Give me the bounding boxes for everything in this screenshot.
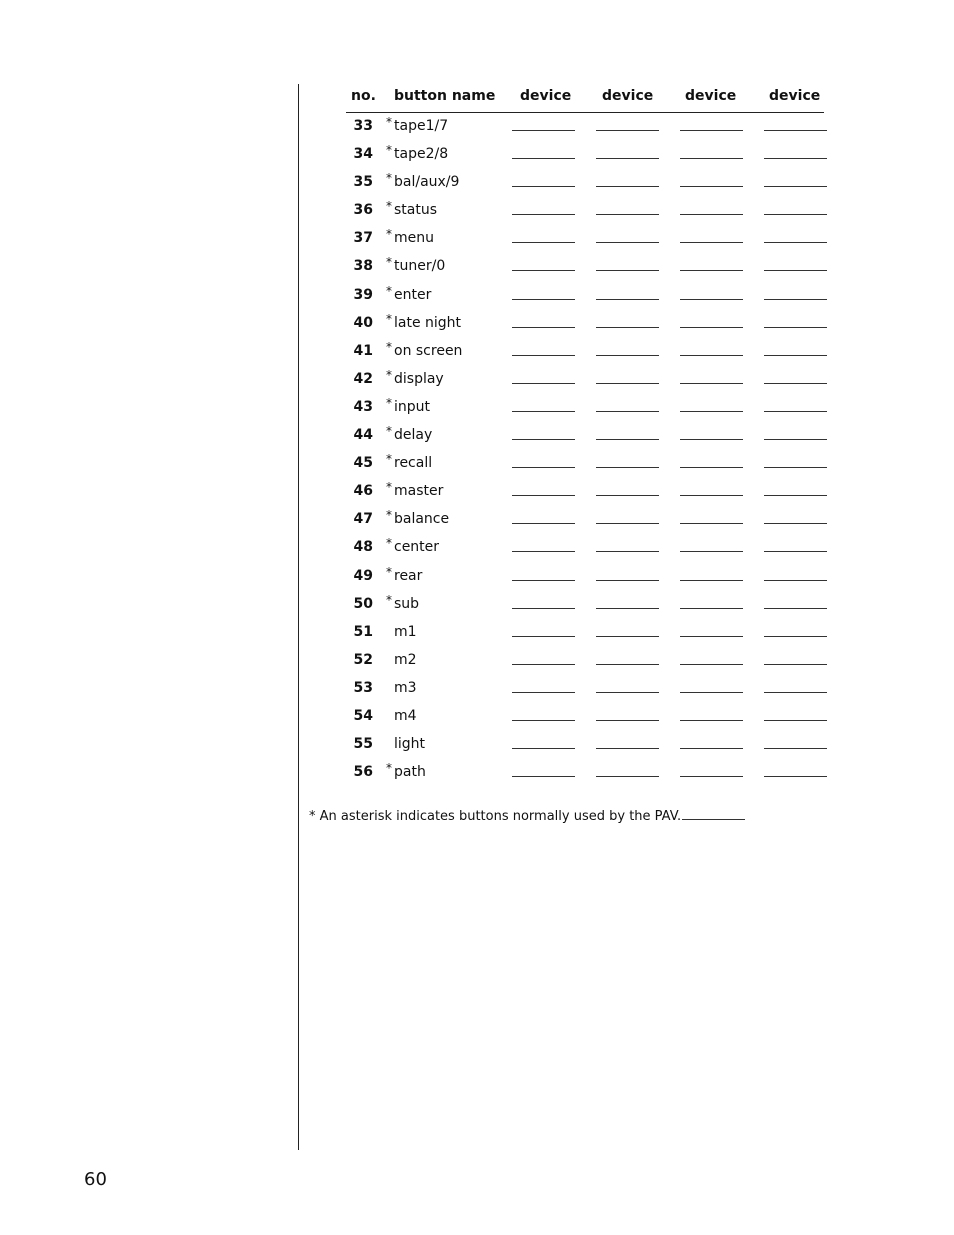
device-2-blank-line[interactable] bbox=[596, 383, 659, 384]
device-2-blank-line[interactable] bbox=[596, 299, 659, 300]
footnote-blank-line bbox=[682, 818, 745, 820]
device-4-blank-line[interactable] bbox=[764, 720, 827, 721]
asterisk-marker: * bbox=[386, 592, 392, 607]
button-name: bal/aux/9 bbox=[394, 174, 460, 191]
device-1-blank-line[interactable] bbox=[512, 214, 575, 215]
device-3-blank-line[interactable] bbox=[680, 242, 743, 243]
device-4-blank-line[interactable] bbox=[764, 299, 827, 300]
table-row bbox=[346, 759, 828, 787]
table-row bbox=[346, 422, 828, 450]
button-name: sub bbox=[394, 595, 420, 612]
button-name: status bbox=[394, 202, 438, 219]
row-number: 54 bbox=[353, 707, 373, 724]
table-row bbox=[346, 506, 828, 534]
table-row bbox=[346, 141, 828, 169]
device-3-blank-line[interactable] bbox=[680, 186, 743, 187]
device-4-blank-line[interactable] bbox=[764, 467, 827, 468]
device-3-blank-line[interactable] bbox=[680, 214, 743, 215]
margin-rule bbox=[298, 84, 299, 1150]
device-1-blank-line[interactable] bbox=[512, 720, 575, 721]
header-button-name: button name bbox=[394, 88, 496, 104]
device-4-blank-line[interactable] bbox=[764, 664, 827, 665]
device-1-blank-line[interactable] bbox=[512, 299, 575, 300]
table-row bbox=[346, 619, 828, 647]
device-2-blank-line[interactable] bbox=[596, 551, 659, 552]
device-3-blank-line[interactable] bbox=[680, 270, 743, 271]
device-1-blank-line[interactable] bbox=[512, 608, 575, 609]
row-number: 53 bbox=[353, 679, 373, 696]
table-row bbox=[346, 197, 828, 225]
table-row bbox=[346, 534, 828, 562]
table-row bbox=[346, 478, 828, 506]
row-number: 34 bbox=[353, 146, 373, 163]
device-2-blank-line[interactable] bbox=[596, 327, 659, 328]
device-2-blank-line[interactable] bbox=[596, 608, 659, 609]
row-number: 56 bbox=[353, 764, 373, 781]
button-name: tape2/8 bbox=[394, 146, 449, 163]
header-device-3: device bbox=[685, 88, 737, 104]
row-number: 55 bbox=[353, 736, 373, 753]
button-name: path bbox=[394, 764, 426, 781]
device-2-blank-line[interactable] bbox=[596, 439, 659, 440]
table-row bbox=[346, 675, 828, 703]
device-2-blank-line[interactable] bbox=[596, 186, 659, 187]
table-row bbox=[346, 563, 828, 591]
device-4-blank-line[interactable] bbox=[764, 186, 827, 187]
device-2-blank-line[interactable] bbox=[596, 636, 659, 637]
table-row bbox=[346, 169, 828, 197]
device-3-blank-line[interactable] bbox=[680, 608, 743, 609]
table-row bbox=[346, 703, 828, 731]
asterisk-marker: * bbox=[386, 564, 392, 579]
row-number: 33 bbox=[353, 118, 373, 134]
device-1-blank-line[interactable] bbox=[512, 776, 575, 777]
device-2-blank-line[interactable] bbox=[596, 748, 659, 749]
asterisk-marker: * bbox=[386, 536, 392, 551]
header-device-4: device bbox=[769, 88, 821, 104]
button-name: balance bbox=[394, 511, 450, 528]
button-name: m3 bbox=[394, 679, 417, 696]
device-3-blank-line[interactable] bbox=[680, 692, 743, 693]
table-row bbox=[346, 310, 828, 338]
button-name: rear bbox=[394, 567, 423, 584]
device-3-blank-line[interactable] bbox=[680, 355, 743, 356]
button-table bbox=[346, 84, 828, 787]
device-1-blank-line[interactable] bbox=[512, 355, 575, 356]
device-2-blank-line[interactable] bbox=[596, 242, 659, 243]
device-4-blank-line[interactable] bbox=[764, 776, 827, 777]
device-4-blank-line[interactable] bbox=[764, 636, 827, 637]
row-number: 39 bbox=[353, 286, 373, 303]
header-device-2: device bbox=[602, 88, 654, 104]
asterisk-marker: * bbox=[386, 199, 392, 214]
device-2-blank-line[interactable] bbox=[596, 495, 659, 496]
device-3-blank-line[interactable] bbox=[680, 130, 743, 131]
row-number: 40 bbox=[353, 314, 373, 331]
table-row bbox=[346, 338, 828, 366]
button-name: recall bbox=[394, 455, 433, 472]
header-no: no. bbox=[351, 88, 376, 104]
button-name: menu bbox=[394, 230, 434, 247]
device-4-blank-line[interactable] bbox=[764, 608, 827, 609]
table-header bbox=[346, 84, 824, 113]
asterisk-marker: * bbox=[386, 424, 392, 439]
row-number: 47 bbox=[353, 511, 373, 528]
device-3-blank-line[interactable] bbox=[680, 551, 743, 552]
device-3-blank-line[interactable] bbox=[680, 495, 743, 496]
row-number: 42 bbox=[353, 370, 373, 387]
device-1-blank-line[interactable] bbox=[512, 242, 575, 243]
device-2-blank-line[interactable] bbox=[596, 720, 659, 721]
header-device-1: device bbox=[520, 88, 572, 104]
device-3-blank-line[interactable] bbox=[680, 439, 743, 440]
row-number: 48 bbox=[353, 539, 373, 556]
device-1-blank-line[interactable] bbox=[512, 186, 575, 187]
device-1-blank-line[interactable] bbox=[512, 748, 575, 749]
device-4-blank-line[interactable] bbox=[764, 130, 827, 131]
device-3-blank-line[interactable] bbox=[680, 580, 743, 581]
row-number: 36 bbox=[353, 202, 373, 219]
device-4-blank-line[interactable] bbox=[764, 439, 827, 440]
device-3-blank-line[interactable] bbox=[680, 636, 743, 637]
table-row bbox=[346, 450, 828, 478]
device-4-blank-line[interactable] bbox=[764, 692, 827, 693]
device-2-blank-line[interactable] bbox=[596, 214, 659, 215]
device-1-blank-line[interactable] bbox=[512, 636, 575, 637]
device-4-blank-line[interactable] bbox=[764, 748, 827, 749]
device-4-blank-line[interactable] bbox=[764, 383, 827, 384]
device-2-blank-line[interactable] bbox=[596, 130, 659, 131]
row-number: 46 bbox=[353, 483, 373, 500]
device-2-blank-line[interactable] bbox=[596, 523, 659, 524]
button-name: center bbox=[394, 539, 440, 556]
device-1-blank-line[interactable] bbox=[512, 692, 575, 693]
table-row bbox=[346, 113, 828, 141]
row-number: 38 bbox=[353, 258, 373, 275]
asterisk-marker: * bbox=[386, 452, 392, 467]
device-2-blank-line[interactable] bbox=[596, 411, 659, 412]
button-name: on screen bbox=[394, 342, 463, 359]
asterisk-marker: * bbox=[386, 367, 392, 382]
device-3-blank-line[interactable] bbox=[680, 411, 743, 412]
device-1-blank-line[interactable] bbox=[512, 551, 575, 552]
device-3-blank-line[interactable] bbox=[680, 158, 743, 159]
device-4-blank-line[interactable] bbox=[764, 158, 827, 159]
device-4-blank-line[interactable] bbox=[764, 495, 827, 496]
device-3-blank-line[interactable] bbox=[680, 748, 743, 749]
row-number: 50 bbox=[353, 595, 373, 612]
device-3-blank-line[interactable] bbox=[680, 327, 743, 328]
asterisk-marker: * bbox=[386, 171, 392, 186]
device-1-blank-line[interactable] bbox=[512, 411, 575, 412]
page-number: 60 bbox=[84, 1169, 107, 1190]
device-3-blank-line[interactable] bbox=[680, 299, 743, 300]
table-row bbox=[346, 647, 828, 675]
button-name: late night bbox=[394, 314, 462, 331]
button-name: input bbox=[394, 398, 431, 415]
device-4-blank-line[interactable] bbox=[764, 551, 827, 552]
table-row bbox=[346, 591, 828, 619]
row-number: 51 bbox=[353, 623, 373, 640]
row-number: 41 bbox=[353, 342, 373, 359]
device-4-blank-line[interactable] bbox=[764, 242, 827, 243]
device-2-blank-line[interactable] bbox=[596, 467, 659, 468]
device-1-blank-line[interactable] bbox=[512, 383, 575, 384]
device-4-blank-line[interactable] bbox=[764, 327, 827, 328]
device-1-blank-line[interactable] bbox=[512, 439, 575, 440]
row-number: 35 bbox=[353, 174, 373, 191]
device-4-blank-line[interactable] bbox=[764, 580, 827, 581]
button-name: delay bbox=[394, 427, 433, 444]
device-2-blank-line[interactable] bbox=[596, 580, 659, 581]
row-number: 37 bbox=[353, 230, 373, 247]
row-number: 44 bbox=[353, 427, 373, 444]
row-number: 45 bbox=[353, 455, 373, 472]
table-row bbox=[346, 731, 828, 759]
device-1-blank-line[interactable] bbox=[512, 495, 575, 496]
device-1-blank-line[interactable] bbox=[512, 467, 575, 468]
row-number: 49 bbox=[353, 567, 373, 584]
table-row bbox=[346, 282, 828, 310]
table-row bbox=[346, 366, 828, 394]
device-4-blank-line[interactable] bbox=[764, 214, 827, 215]
device-2-blank-line[interactable] bbox=[596, 158, 659, 159]
device-2-blank-line[interactable] bbox=[596, 355, 659, 356]
device-1-blank-line[interactable] bbox=[512, 580, 575, 581]
button-name: m2 bbox=[394, 651, 417, 668]
button-name: tape1/7 bbox=[394, 118, 449, 134]
table-row bbox=[346, 394, 828, 422]
table-row bbox=[346, 225, 828, 253]
device-1-blank-line[interactable] bbox=[512, 523, 575, 524]
asterisk-marker: * bbox=[386, 143, 392, 158]
device-4-blank-line[interactable] bbox=[764, 270, 827, 271]
device-3-blank-line[interactable] bbox=[680, 776, 743, 777]
asterisk-marker: * bbox=[386, 508, 392, 523]
device-1-blank-line[interactable] bbox=[512, 664, 575, 665]
row-number: 43 bbox=[353, 398, 373, 415]
device-1-blank-line[interactable] bbox=[512, 270, 575, 271]
device-4-blank-line[interactable] bbox=[764, 523, 827, 524]
asterisk-marker: * bbox=[386, 480, 392, 495]
button-name: enter bbox=[394, 286, 432, 303]
footnote-text: * An asterisk indicates buttons normally used by the PAV. bbox=[309, 809, 682, 824]
device-2-blank-line[interactable] bbox=[596, 776, 659, 777]
table-body bbox=[346, 113, 828, 787]
device-1-blank-line[interactable] bbox=[512, 158, 575, 159]
device-3-blank-line[interactable] bbox=[680, 720, 743, 721]
device-3-blank-line[interactable] bbox=[680, 383, 743, 384]
device-1-blank-line[interactable] bbox=[512, 130, 575, 131]
button-name: m4 bbox=[394, 707, 417, 724]
footnote bbox=[309, 809, 745, 824]
asterisk-marker: * bbox=[386, 339, 392, 354]
device-2-blank-line[interactable] bbox=[596, 664, 659, 665]
device-2-blank-line[interactable] bbox=[596, 270, 659, 271]
table-row bbox=[346, 253, 828, 281]
button-name: m1 bbox=[394, 623, 417, 640]
asterisk-marker: * bbox=[386, 311, 392, 326]
button-name: light bbox=[394, 736, 426, 753]
device-1-blank-line[interactable] bbox=[512, 327, 575, 328]
button-name: master bbox=[394, 483, 444, 500]
asterisk-marker: * bbox=[386, 255, 392, 270]
button-name: display bbox=[394, 370, 444, 387]
asterisk-marker: * bbox=[386, 395, 392, 410]
device-4-blank-line[interactable] bbox=[764, 411, 827, 412]
device-4-blank-line[interactable] bbox=[764, 355, 827, 356]
asterisk-marker: * bbox=[386, 283, 392, 298]
row-number: 52 bbox=[353, 651, 373, 668]
device-3-blank-line[interactable] bbox=[680, 467, 743, 468]
device-3-blank-line[interactable] bbox=[680, 664, 743, 665]
asterisk-marker: * bbox=[386, 115, 392, 129]
button-name: tuner/0 bbox=[394, 258, 446, 275]
asterisk-marker: * bbox=[386, 227, 392, 242]
device-3-blank-line[interactable] bbox=[680, 523, 743, 524]
asterisk-marker: * bbox=[386, 761, 392, 776]
device-2-blank-line[interactable] bbox=[596, 692, 659, 693]
